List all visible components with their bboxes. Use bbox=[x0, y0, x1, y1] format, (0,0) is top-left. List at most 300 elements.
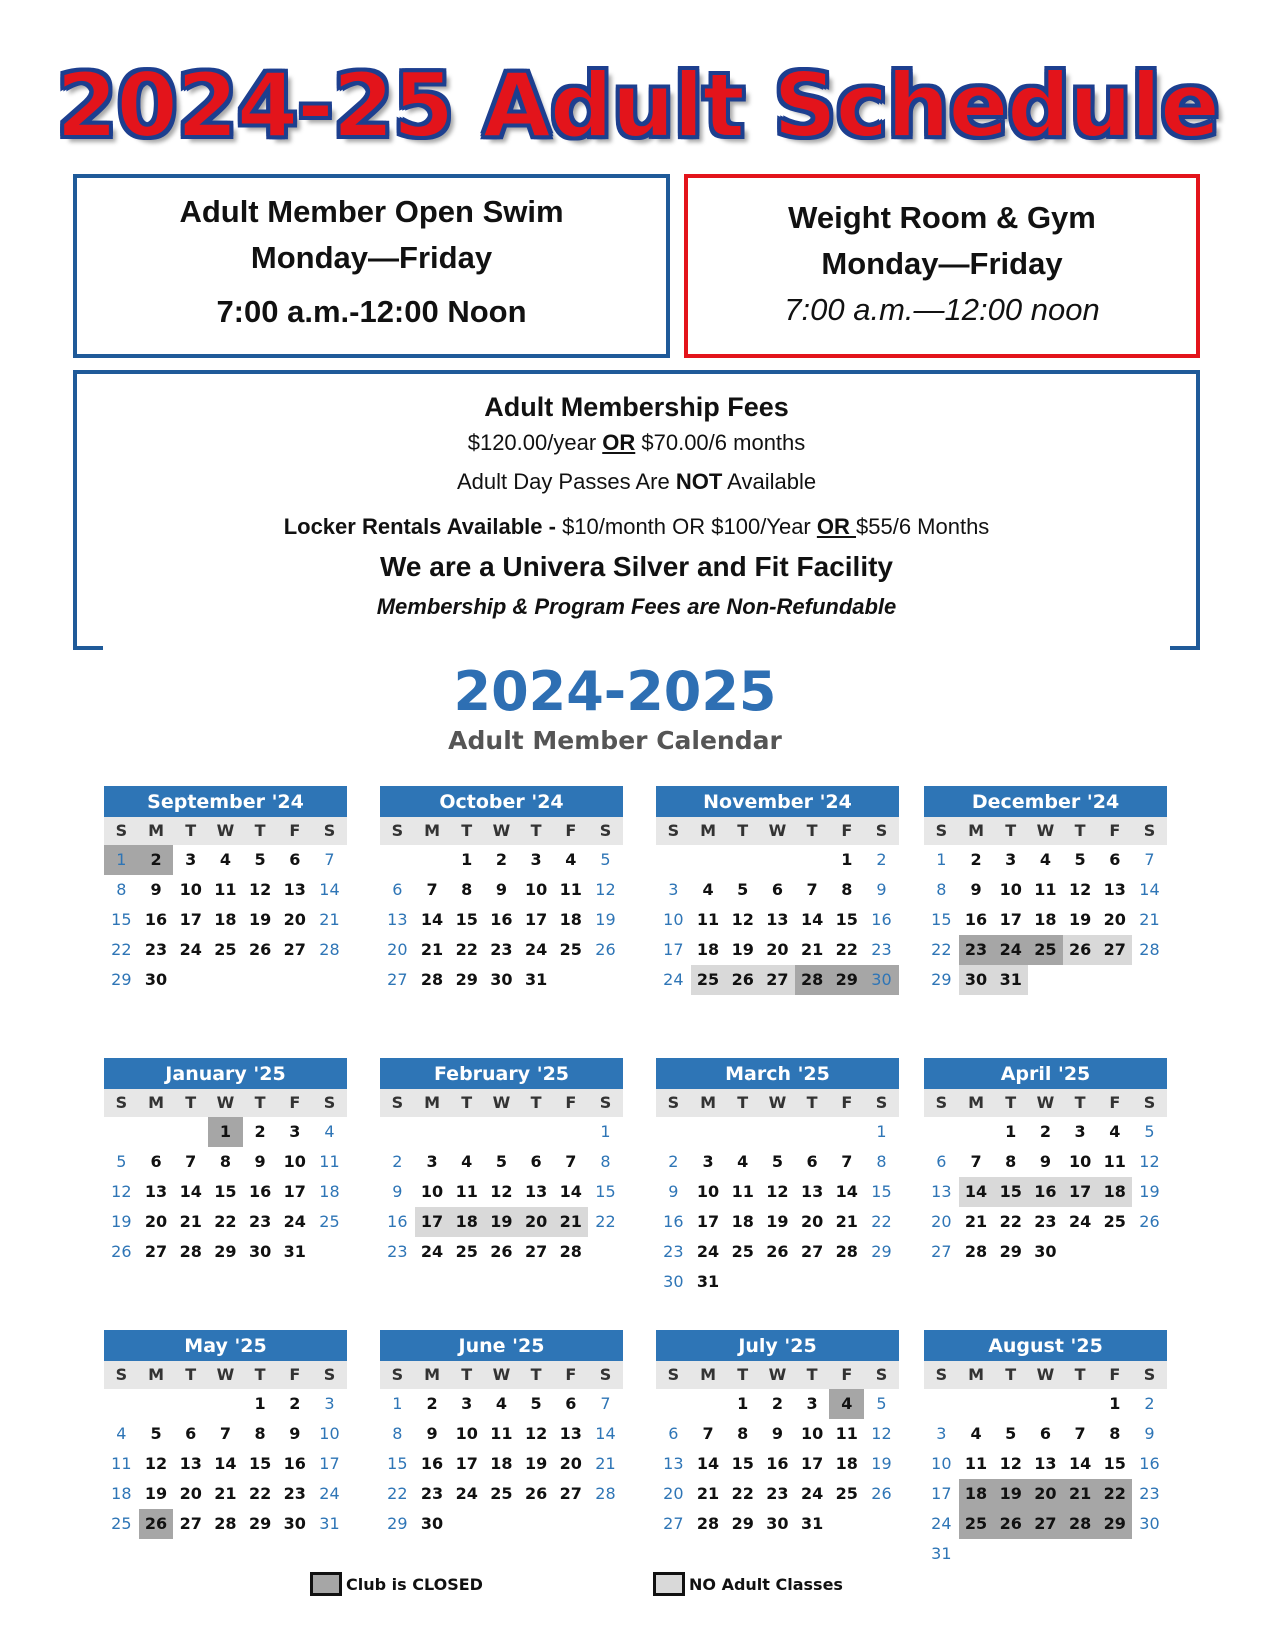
weekday-header: F bbox=[1097, 1089, 1132, 1117]
day-cell: 8 bbox=[600, 1152, 611, 1171]
day-cell: 6 bbox=[1109, 850, 1121, 869]
day-cell: 8 bbox=[461, 880, 473, 899]
day-cell: 21 bbox=[696, 1484, 720, 1503]
day-cell: 18 bbox=[319, 1182, 340, 1201]
day-cell: 27 bbox=[800, 1242, 824, 1261]
day-cell: 10 bbox=[999, 880, 1022, 899]
fees-refund: Membership & Program Fees are Non-Refundable bbox=[376, 594, 897, 619]
day-cell: 23 bbox=[144, 940, 168, 959]
day-cell: 3 bbox=[1005, 850, 1017, 869]
empty-cell bbox=[415, 845, 450, 875]
month-calendar bbox=[104, 1330, 347, 1539]
day-cell: 17 bbox=[999, 910, 1022, 929]
day-cell: 3 bbox=[461, 1394, 473, 1413]
empty-cell bbox=[104, 1389, 139, 1419]
empty-cell bbox=[795, 1117, 830, 1147]
day-cell: 30 bbox=[766, 1514, 789, 1533]
daypass-text: Adult Day Passes Are bbox=[456, 469, 676, 494]
day-cell: 20 bbox=[519, 1207, 554, 1237]
weekday-header: T bbox=[173, 1361, 208, 1389]
day-cell: 8 bbox=[936, 880, 947, 899]
day-cell: 12 bbox=[490, 1182, 513, 1201]
day-cell: 11 bbox=[455, 1182, 478, 1201]
day-cell: 27 bbox=[559, 1484, 582, 1503]
weekday-header: F bbox=[1097, 1361, 1132, 1389]
empty-cell bbox=[139, 1117, 174, 1147]
month-days-grid bbox=[380, 817, 623, 995]
weekday-header: T bbox=[243, 1361, 278, 1389]
weekday-header: T bbox=[449, 1361, 484, 1389]
day-cell: 21 bbox=[553, 1207, 588, 1237]
day-cell: 27 bbox=[663, 1514, 684, 1533]
day-cell: 6 bbox=[565, 1394, 577, 1413]
day-cell: 14 bbox=[835, 1182, 858, 1201]
day-cell: 31 bbox=[319, 1514, 340, 1533]
day-cell: 28 bbox=[964, 1242, 988, 1261]
weekday-header: S bbox=[1132, 1361, 1167, 1389]
empty-cell bbox=[139, 1389, 174, 1419]
day-cell: 5 bbox=[737, 880, 749, 899]
weekday-header: T bbox=[795, 1089, 830, 1117]
day-cell: 11 bbox=[111, 1454, 132, 1473]
day-cell: 19 bbox=[111, 1212, 132, 1231]
day-cell: 31 bbox=[524, 970, 548, 989]
day-cell: 27 bbox=[1028, 1509, 1063, 1539]
day-cell: 11 bbox=[1103, 1152, 1126, 1171]
empty-cell bbox=[795, 845, 830, 875]
day-cell: 28 bbox=[1063, 1509, 1098, 1539]
fees-locker bbox=[77, 514, 1196, 540]
day-cell: 17 bbox=[283, 1182, 306, 1201]
month-header: May '25 bbox=[104, 1330, 347, 1361]
weekday-header: W bbox=[208, 1089, 243, 1117]
day-cell: 5 bbox=[254, 850, 266, 869]
day-cell: 23 bbox=[871, 940, 892, 959]
day-cell: 4 bbox=[565, 850, 577, 869]
day-cell: 24 bbox=[993, 935, 1028, 965]
month-days-grid bbox=[924, 817, 1167, 995]
fees-title: Adult Membership Fees bbox=[484, 392, 789, 422]
day-cell: 24 bbox=[283, 1212, 306, 1231]
day-cell: 23 bbox=[248, 1212, 272, 1231]
month-days-grid bbox=[104, 1361, 347, 1539]
empty-cell bbox=[380, 845, 415, 875]
weekday-header: F bbox=[829, 817, 864, 845]
day-cell: 10 bbox=[524, 880, 548, 899]
day-cell: 29 bbox=[111, 970, 132, 989]
day-cell: 1 bbox=[208, 1117, 243, 1147]
empty-cell bbox=[924, 1117, 959, 1147]
day-cell: 17 bbox=[455, 1454, 478, 1473]
weekday-header: S bbox=[864, 1361, 899, 1389]
day-cell: 8 bbox=[1109, 1424, 1121, 1443]
day-cell: 27 bbox=[144, 1242, 168, 1261]
day-cell: 19 bbox=[871, 1454, 892, 1473]
day-cell: 13 bbox=[559, 1424, 582, 1443]
day-cell: 3 bbox=[324, 1394, 335, 1413]
day-cell: 17 bbox=[800, 1454, 824, 1473]
swim-hours: 7:00 a.m.-12:00 Noon bbox=[216, 294, 527, 329]
day-cell: 24 bbox=[696, 1242, 720, 1261]
day-cell: 13 bbox=[387, 910, 408, 929]
day-cell: 8 bbox=[219, 1152, 231, 1171]
day-cell: 8 bbox=[876, 1152, 887, 1171]
weekday-header: F bbox=[553, 817, 588, 845]
day-cell: 24 bbox=[1068, 1212, 1092, 1231]
day-cell: 7 bbox=[219, 1424, 231, 1443]
legend-noclass-swatch bbox=[653, 1572, 685, 1596]
day-cell: 25 bbox=[214, 940, 237, 959]
day-cell: 24 bbox=[455, 1484, 478, 1503]
day-cell: 5 bbox=[116, 1152, 127, 1171]
month-days-grid bbox=[924, 1089, 1167, 1267]
day-cell: 7 bbox=[806, 880, 818, 899]
day-cell: 8 bbox=[116, 880, 127, 899]
day-cell: 27 bbox=[179, 1514, 202, 1533]
day-cell: 7 bbox=[702, 1424, 714, 1443]
weekday-header: T bbox=[449, 817, 484, 845]
day-cell: 30 bbox=[1034, 1242, 1057, 1261]
day-cell: 17 bbox=[696, 1212, 720, 1231]
day-cell: 28 bbox=[795, 965, 830, 995]
day-cell: 29 bbox=[829, 965, 864, 995]
weekday-header: S bbox=[864, 1089, 899, 1117]
day-cell: 14 bbox=[959, 1177, 994, 1207]
day-cell: 24 bbox=[800, 1484, 824, 1503]
locker-or: OR bbox=[816, 514, 856, 539]
day-cell: 27 bbox=[524, 1242, 548, 1261]
day-cell: 31 bbox=[696, 1272, 720, 1291]
day-cell: 15 bbox=[993, 1177, 1028, 1207]
fees-price-half: $70.00/6 months bbox=[635, 430, 806, 455]
day-cell: 29 bbox=[871, 1242, 892, 1261]
weekday-header: W bbox=[1028, 1361, 1063, 1389]
day-cell: 22 bbox=[455, 940, 478, 959]
day-cell: 8 bbox=[1005, 1152, 1017, 1171]
day-cell: 15 bbox=[731, 1454, 754, 1473]
day-cell: 14 bbox=[800, 910, 824, 929]
day-cell: 6 bbox=[936, 1152, 947, 1171]
day-cell: 8 bbox=[254, 1424, 266, 1443]
day-cell: 29 bbox=[387, 1514, 408, 1533]
day-cell: 16 bbox=[766, 1454, 789, 1473]
day-cell: 16 bbox=[144, 910, 168, 929]
swim-days: Monday—Friday bbox=[250, 240, 493, 275]
open-swim-box bbox=[73, 174, 670, 358]
day-cell: 1 bbox=[392, 1394, 403, 1413]
day-cell: 17 bbox=[1063, 1177, 1098, 1207]
month-header: March '25 bbox=[656, 1058, 899, 1089]
fees-corner-right bbox=[1170, 646, 1200, 650]
day-cell: 14 bbox=[420, 910, 444, 929]
weekday-header: S bbox=[312, 817, 347, 845]
day-cell: 10 bbox=[1068, 1152, 1092, 1171]
day-cell: 6 bbox=[392, 880, 403, 899]
day-cell: 1 bbox=[1109, 1394, 1121, 1413]
day-cell: 21 bbox=[319, 910, 340, 929]
weekday-header: M bbox=[691, 1361, 726, 1389]
weekday-header: F bbox=[829, 1089, 864, 1117]
weekday-header: S bbox=[380, 817, 415, 845]
day-cell: 1 bbox=[876, 1122, 887, 1141]
locker-half: $55/6 Months bbox=[856, 514, 990, 539]
day-cell: 18 bbox=[696, 940, 720, 959]
day-cell: 23 bbox=[420, 1484, 444, 1503]
day-cell: 23 bbox=[387, 1242, 408, 1261]
day-cell: 16 bbox=[871, 910, 892, 929]
day-cell: 20 bbox=[559, 1454, 582, 1473]
day-cell: 18 bbox=[1097, 1177, 1132, 1207]
month-days-grid bbox=[656, 1089, 899, 1297]
day-cell: 26 bbox=[871, 1484, 892, 1503]
day-cell: 31 bbox=[283, 1242, 306, 1261]
weekday-header: S bbox=[104, 817, 139, 845]
day-cell: 12 bbox=[595, 880, 616, 899]
weekday-header: T bbox=[725, 1361, 760, 1389]
day-cell: 1 bbox=[936, 850, 947, 869]
day-cell: 23 bbox=[1139, 1484, 1160, 1503]
month-days-grid bbox=[380, 1089, 623, 1267]
empty-cell bbox=[691, 845, 726, 875]
day-cell: 1 bbox=[254, 1394, 266, 1413]
day-cell: 14 bbox=[696, 1454, 720, 1473]
day-cell: 15 bbox=[248, 1454, 272, 1473]
day-cell: 12 bbox=[731, 910, 754, 929]
weekday-header: S bbox=[380, 1089, 415, 1117]
day-cell: 29 bbox=[214, 1242, 237, 1261]
day-cell: 9 bbox=[426, 1424, 438, 1443]
day-cell: 19 bbox=[144, 1484, 168, 1503]
day-cell: 24 bbox=[179, 940, 202, 959]
day-cell: 5 bbox=[600, 850, 611, 869]
day-cell: 22 bbox=[111, 940, 132, 959]
weekday-header: W bbox=[208, 1361, 243, 1389]
day-cell: 22 bbox=[871, 1212, 892, 1231]
day-cell: 28 bbox=[696, 1514, 720, 1533]
day-cell: 19 bbox=[1139, 1182, 1160, 1201]
day-cell: 16 bbox=[387, 1212, 408, 1231]
day-cell: 18 bbox=[731, 1212, 754, 1231]
day-cell: 11 bbox=[490, 1424, 513, 1443]
day-cell: 2 bbox=[771, 1394, 783, 1413]
weekday-header: T bbox=[795, 1361, 830, 1389]
day-cell: 17 bbox=[663, 940, 684, 959]
month-days-grid bbox=[104, 817, 347, 995]
empty-cell bbox=[760, 845, 795, 875]
day-cell: 20 bbox=[931, 1212, 952, 1231]
day-cell: 11 bbox=[731, 1182, 754, 1201]
day-cell: 29 bbox=[1097, 1509, 1132, 1539]
day-cell: 13 bbox=[144, 1182, 168, 1201]
weekday-header: S bbox=[924, 1089, 959, 1117]
weekday-header: F bbox=[277, 1361, 312, 1389]
day-cell: 1 bbox=[1005, 1122, 1017, 1141]
empty-cell bbox=[656, 1389, 691, 1419]
empty-cell bbox=[173, 1389, 208, 1419]
day-cell: 25 bbox=[691, 965, 726, 995]
day-cell: 14 bbox=[1068, 1454, 1092, 1473]
day-cell: 4 bbox=[219, 850, 231, 869]
day-cell: 29 bbox=[999, 1242, 1022, 1261]
day-cell: 10 bbox=[696, 1182, 720, 1201]
day-cell: 11 bbox=[319, 1152, 340, 1171]
month-header: October '24 bbox=[380, 786, 623, 817]
day-cell: 25 bbox=[490, 1484, 513, 1503]
day-cell: 19 bbox=[595, 910, 616, 929]
weekday-header: M bbox=[415, 817, 450, 845]
day-cell: 15 bbox=[595, 1182, 616, 1201]
day-cell: 3 bbox=[185, 850, 197, 869]
month-calendar bbox=[380, 1330, 623, 1539]
day-cell: 10 bbox=[931, 1454, 952, 1473]
weekday-header: T bbox=[173, 1089, 208, 1117]
day-cell: 12 bbox=[871, 1424, 892, 1443]
day-cell: 28 bbox=[595, 1484, 616, 1503]
weekday-header: S bbox=[380, 1361, 415, 1389]
day-cell: 3 bbox=[702, 1152, 714, 1171]
empty-cell bbox=[691, 1389, 726, 1419]
month-calendar bbox=[924, 1330, 1167, 1569]
empty-cell bbox=[829, 1117, 864, 1147]
weekday-header: S bbox=[656, 817, 691, 845]
weekday-header: W bbox=[208, 817, 243, 845]
day-cell: 1 bbox=[461, 850, 473, 869]
month-header: July '25 bbox=[656, 1330, 899, 1361]
day-cell: 15 bbox=[871, 1182, 892, 1201]
gym-hours: 7:00 a.m.—12:00 noon bbox=[784, 292, 1100, 327]
day-cell: 22 bbox=[248, 1484, 272, 1503]
day-cell: 29 bbox=[455, 970, 478, 989]
daypass-available: Available bbox=[722, 469, 817, 494]
day-cell: 3 bbox=[936, 1424, 947, 1443]
weekday-header: S bbox=[1132, 817, 1167, 845]
weekday-header: S bbox=[104, 1361, 139, 1389]
day-cell: 22 bbox=[835, 940, 858, 959]
weekday-header: S bbox=[588, 1089, 623, 1117]
day-cell: 13 bbox=[1103, 880, 1126, 899]
day-cell: 26 bbox=[1063, 935, 1098, 965]
fees-corner-left bbox=[73, 646, 103, 650]
day-cell: 21 bbox=[964, 1212, 988, 1231]
month-days-grid bbox=[656, 1361, 899, 1539]
empty-cell bbox=[1063, 1389, 1098, 1419]
day-cell: 16 bbox=[964, 910, 988, 929]
weekday-header: F bbox=[553, 1089, 588, 1117]
day-cell: 30 bbox=[144, 970, 168, 989]
day-cell: 2 bbox=[392, 1152, 403, 1171]
day-cell: 26 bbox=[595, 940, 616, 959]
day-cell: 26 bbox=[725, 965, 760, 995]
day-cell: 26 bbox=[993, 1509, 1028, 1539]
day-cell: 19 bbox=[248, 910, 272, 929]
weekday-header: M bbox=[959, 1089, 994, 1117]
month-days-grid bbox=[924, 1361, 1167, 1569]
day-cell: 28 bbox=[179, 1242, 202, 1261]
day-cell: 9 bbox=[668, 1182, 679, 1201]
day-cell: 21 bbox=[835, 1212, 858, 1231]
page-title: 2024-25 Adult Schedule bbox=[56, 54, 1219, 157]
day-cell: 19 bbox=[524, 1454, 548, 1473]
weekday-header: M bbox=[691, 1089, 726, 1117]
month-calendar bbox=[656, 1330, 899, 1539]
empty-cell bbox=[725, 1117, 760, 1147]
day-cell: 13 bbox=[800, 1182, 824, 1201]
weekday-header: W bbox=[1028, 817, 1063, 845]
day-cell: 14 bbox=[179, 1182, 202, 1201]
legend-closed bbox=[310, 1572, 483, 1596]
day-cell: 20 bbox=[387, 940, 408, 959]
day-cell: 14 bbox=[1139, 880, 1160, 899]
day-cell: 24 bbox=[524, 940, 548, 959]
empty-cell bbox=[924, 1389, 959, 1419]
day-cell: 3 bbox=[1074, 1122, 1086, 1141]
day-cell: 20 bbox=[1103, 910, 1126, 929]
weekday-header: T bbox=[519, 1089, 554, 1117]
day-cell: 3 bbox=[426, 1152, 438, 1171]
day-cell: 25 bbox=[111, 1514, 132, 1533]
empty-cell bbox=[993, 1389, 1028, 1419]
day-cell: 2 bbox=[1144, 1394, 1155, 1413]
weekday-header: M bbox=[139, 817, 174, 845]
day-cell: 17 bbox=[931, 1484, 952, 1503]
day-cell: 18 bbox=[111, 1484, 132, 1503]
day-cell: 1 bbox=[841, 850, 853, 869]
weekday-header: S bbox=[924, 1361, 959, 1389]
day-cell: 2 bbox=[495, 850, 507, 869]
day-cell: 18 bbox=[559, 910, 582, 929]
weekday-header: W bbox=[484, 1361, 519, 1389]
day-cell: 4 bbox=[702, 880, 714, 899]
weekday-header: F bbox=[829, 1361, 864, 1389]
day-cell: 13 bbox=[283, 880, 306, 899]
day-cell: 26 bbox=[524, 1484, 548, 1503]
day-cell: 5 bbox=[1074, 850, 1086, 869]
day-cell: 19 bbox=[484, 1207, 519, 1237]
day-cell: 30 bbox=[248, 1242, 272, 1261]
day-cell: 22 bbox=[931, 940, 952, 959]
day-cell: 12 bbox=[144, 1454, 168, 1473]
day-cell: 30 bbox=[663, 1272, 684, 1291]
month-calendar bbox=[104, 1058, 347, 1267]
weekday-header: F bbox=[553, 1361, 588, 1389]
day-cell: 17 bbox=[319, 1454, 340, 1473]
day-cell: 10 bbox=[179, 880, 202, 899]
empty-cell bbox=[959, 1389, 994, 1419]
month-header: December '24 bbox=[924, 786, 1167, 817]
fees-prices bbox=[77, 430, 1196, 456]
day-cell: 12 bbox=[111, 1182, 132, 1201]
day-cell: 2 bbox=[426, 1394, 438, 1413]
day-cell: 21 bbox=[1139, 910, 1160, 929]
weekday-header: M bbox=[139, 1361, 174, 1389]
day-cell: 24 bbox=[420, 1242, 444, 1261]
day-cell: 16 bbox=[420, 1454, 444, 1473]
day-cell: 20 bbox=[800, 1212, 824, 1231]
day-cell: 2 bbox=[139, 845, 174, 875]
day-cell: 7 bbox=[565, 1152, 577, 1171]
day-cell: 6 bbox=[1039, 1424, 1051, 1443]
day-cell: 10 bbox=[455, 1424, 478, 1443]
day-cell: 10 bbox=[283, 1152, 306, 1171]
day-cell: 25 bbox=[959, 1509, 994, 1539]
month-header: February '25 bbox=[380, 1058, 623, 1089]
day-cell: 23 bbox=[490, 940, 513, 959]
day-cell: 11 bbox=[696, 910, 720, 929]
day-cell: 22 bbox=[387, 1484, 408, 1503]
day-cell: 7 bbox=[841, 1152, 853, 1171]
day-cell: 4 bbox=[461, 1152, 473, 1171]
day-cell: 6 bbox=[771, 880, 783, 899]
